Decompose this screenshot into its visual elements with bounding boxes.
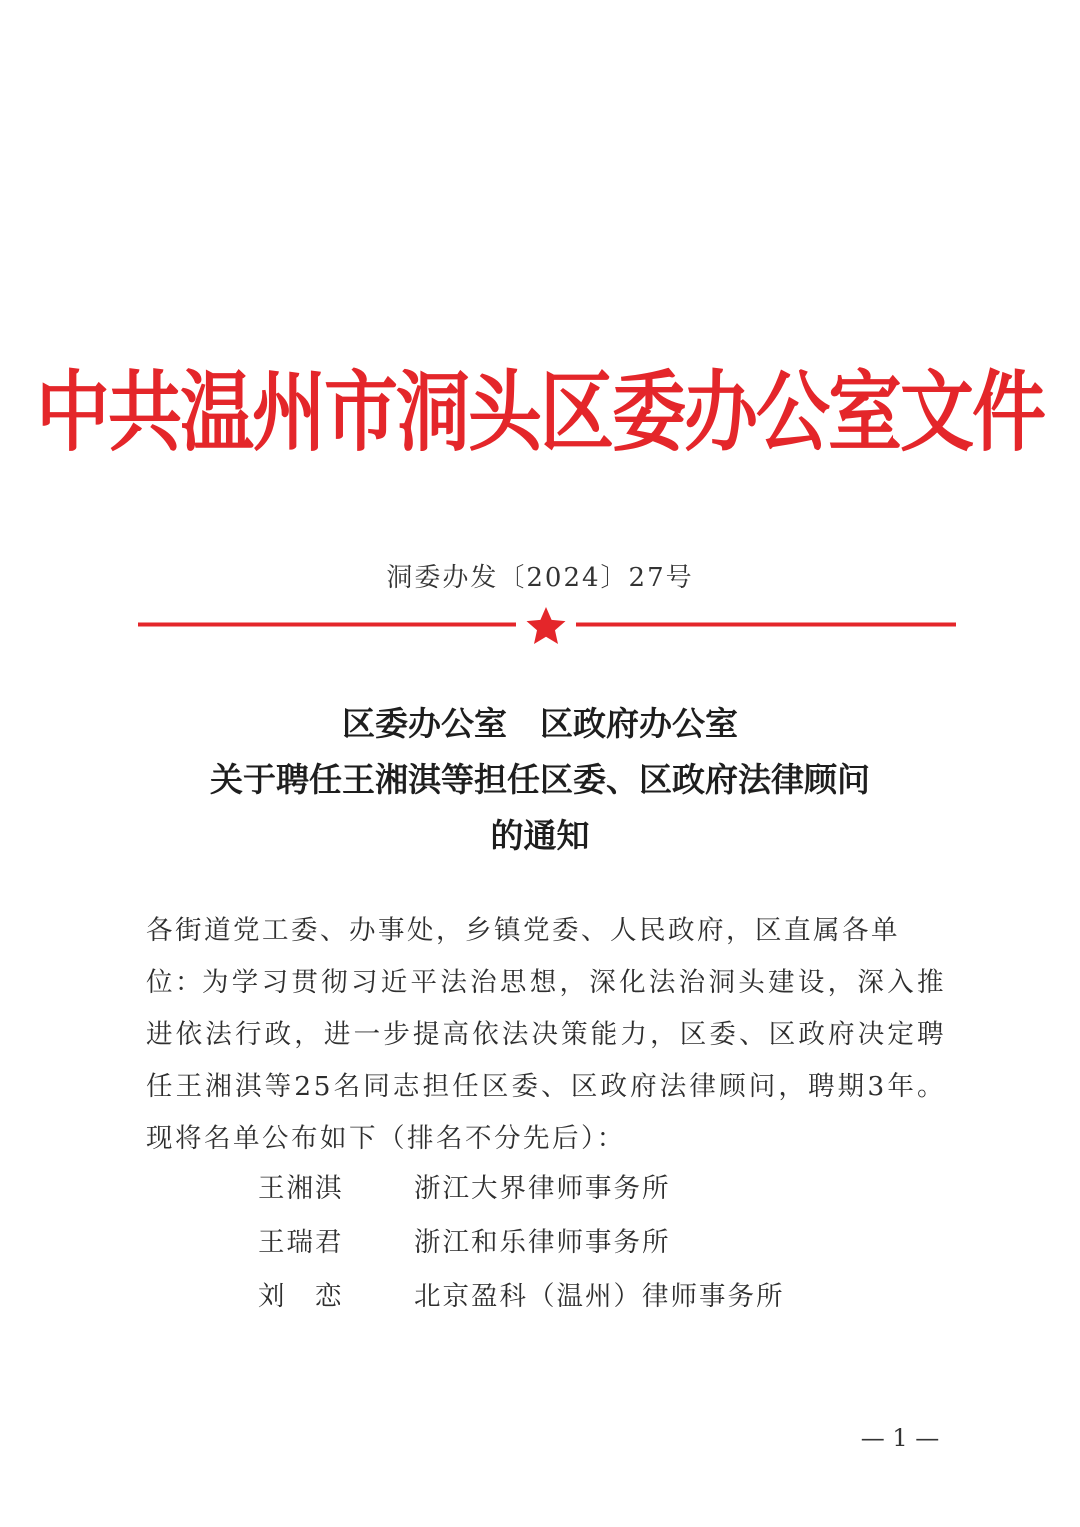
red-divider xyxy=(138,605,956,645)
star-icon xyxy=(527,607,566,644)
divider-line-left xyxy=(138,623,516,627)
advisor-roster xyxy=(258,1162,958,1324)
page-number: — 1 — xyxy=(860,1424,940,1452)
title-line-3: 的通知 xyxy=(490,816,590,855)
document-number: 洞委办发〔2024〕27号 xyxy=(386,563,694,593)
salutation: 各街道党工委、办事处，乡镇党委、人民政府，区直属各单位： xyxy=(146,915,900,998)
roster-row xyxy=(258,1162,958,1216)
title-line-2: 关于聘任王湘淇等担任区委、区政府法律顾问 xyxy=(210,760,870,799)
advisor-name: 王湘淇 xyxy=(258,1173,344,1204)
advisor-name: 王瑞君 xyxy=(258,1227,344,1258)
notice-title xyxy=(0,696,1080,864)
advisor-firm: 北京盈科（温州）律师事务所 xyxy=(414,1281,785,1312)
divider-line-right xyxy=(576,623,956,627)
advisor-name: 刘 恋 xyxy=(258,1281,344,1312)
masthead-title: 中共温州市洞头区委办公室文件 xyxy=(36,362,1044,464)
roster-row xyxy=(258,1216,958,1270)
roster-row xyxy=(258,1270,958,1324)
advisor-firm: 浙江大界律师事务所 xyxy=(414,1173,671,1204)
title-line-1: 区委办公室 区政府办公室 xyxy=(342,704,738,743)
body-paragraph: 为学习贯彻习近平法治思想，深化法治洞头建设，深入推进依法行政，进一步提高依法决策能力，区委、区政府决定聘任王湘淇等25名同志担任区委、区政府法律顾问，聘期3年。现将名单公布如下（排名不分先后）： xyxy=(146,967,946,1154)
advisor-firm: 浙江和乐律师事务所 xyxy=(414,1227,671,1258)
